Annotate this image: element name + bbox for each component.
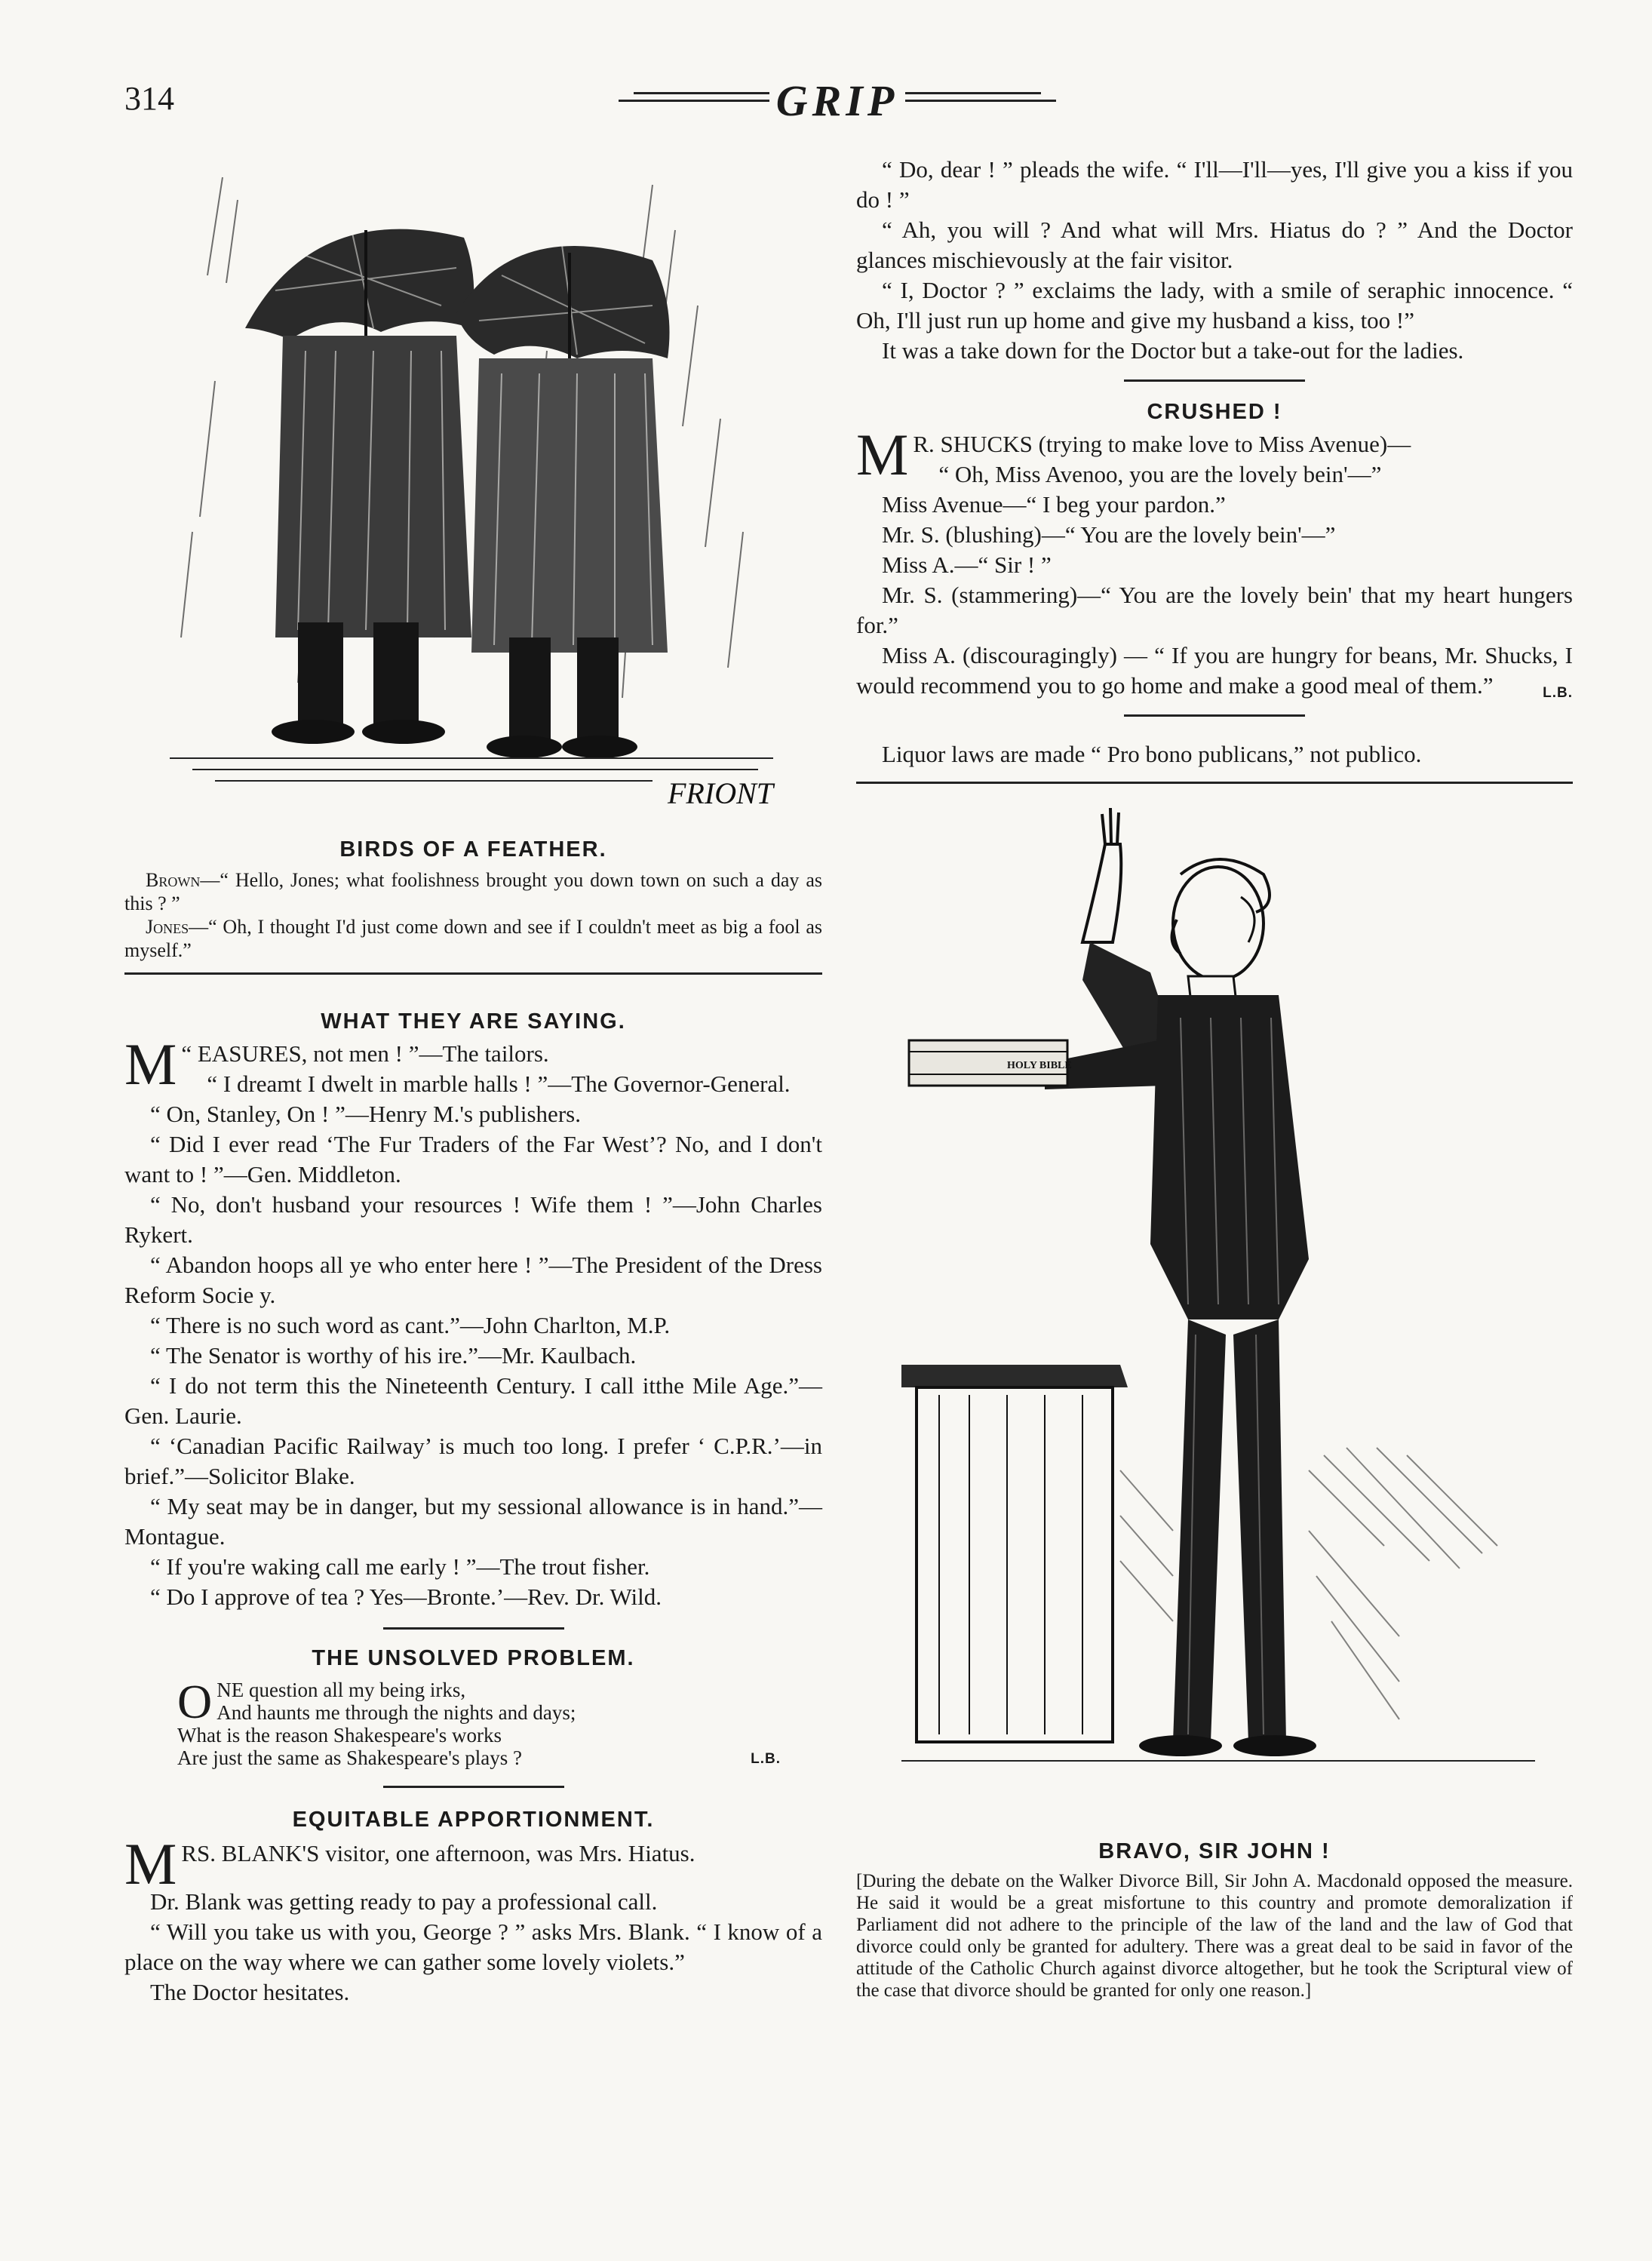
birds-caption-brown — [124, 868, 822, 915]
saying-item: “ If you're waking call me early ! ”—The trout fisher. — [150, 1553, 650, 1580]
masthead — [603, 75, 1071, 125]
birds-of-a-feather-illustration — [124, 155, 822, 826]
bible-label: HOLY BIBLE — [1007, 1060, 1072, 1071]
poem-line — [177, 1746, 781, 1769]
saying-item: “ ‘Canadian Pacific Railway’ is much too long. I prefer ‘ C.P.R.’—in brief.”—Solicitor Blake. — [124, 1433, 822, 1489]
birds-title: BIRDS OF A FEATHER. — [339, 837, 607, 862]
saying-item: “ There is no such word as cant.”—John Charlton, M.P. — [150, 1312, 671, 1338]
poem-line: What is the reason Shakespeare's works — [177, 1724, 502, 1746]
crushed-line: Miss Avenue—“ I beg your pardon.” — [882, 491, 1226, 518]
crushed-section — [856, 400, 1573, 701]
right-column — [856, 155, 1573, 2001]
crushed-first-text: R. SHUCKS (trying to make love to Miss Avenue)— — [913, 431, 1411, 457]
saying-item: “ My seat may be in danger, but my sessional allowance is in hand.”—Montague. — [124, 1493, 822, 1550]
sir-john-caption-block — [856, 1839, 1573, 2001]
section-rule — [383, 1786, 564, 1788]
signature: L.B. — [1543, 685, 1573, 701]
equitable-continued-para: “ I, Doctor ? ” exclaims the lady, with a smile of seraphic innocence. “ Oh, I'll just run up home and give my husband a kiss, too !” — [856, 277, 1573, 333]
sir-john-caption: [During the debate on the Walker Divorce Bill, Sir John A. Macdonald opposed the measure. He said it would be a great misfortune to this country and promote demoralization if Parliament did not adhere to the principle of the law of the land and the law of God that divorce could only be granted for adultery. There was a great deal to be said in favor of the attitude of the Catholic Church against divorce altogether, but he took the Scriptural view of the case that divorce should be granted for only one reason.] — [856, 1871, 1573, 2001]
crushed-line: “ Oh, Miss Avenoo, you are the lovely bein'—” — [938, 461, 1382, 487]
equitable-continued-para: It was a take down for the Doctor but a take-out for the ladies. — [882, 337, 1464, 364]
equitable-section — [124, 1808, 822, 2008]
poem-line-text: Are just the same as Shakespeare's plays ? — [177, 1746, 522, 1769]
saying-item: “ No, don't husband your resources ! Wife them ! ”—John Charles Rykert. — [124, 1191, 822, 1248]
left-column — [124, 155, 822, 2008]
what-they-are-saying-title: WHAT THEY ARE SAYING. — [321, 1009, 626, 1034]
crushed-line — [856, 641, 1573, 701]
poem-line: And haunts me through the nights and days; — [216, 1701, 576, 1724]
brown-line: —“ Hello, Jones; what foolishness brought you down town on such a day as this ? ” — [124, 869, 822, 914]
saying-item: “ Do I approve of tea ? Yes—Bronte.’—Rev. Dr. Wild. — [150, 1584, 662, 1610]
signature: L.B. — [751, 1751, 781, 1767]
crushed-line: Mr. S. (blushing)—“ You are the lovely bein'—” — [882, 521, 1336, 548]
masthead-title: GRIP — [775, 76, 899, 125]
crushed-line: Mr. S. (stammering)—“ You are the lovely bein' that my heart hungers for.” — [856, 582, 1573, 638]
equitable-para: The Doctor hesitates. — [150, 1979, 350, 2005]
section-rule — [1124, 714, 1305, 717]
saying-item: “ I dreamt I dwelt in marble halls ! ”—The Governor-General. — [207, 1071, 791, 1097]
dropcap-m: M — [856, 422, 909, 487]
liquor-line: Liquor laws are made “ Pro bono publicans,” not publico. — [882, 741, 1422, 767]
first-saying-text: EASURES, not men ! ”—The tailors. — [197, 1040, 549, 1067]
speaker-jones: Jones — [146, 916, 189, 938]
equitable-para: “ Will you take us with you, George ? ” asks Mrs. Blank. “ I know of a place on the way where we can gather some lovely violets.” — [124, 1918, 822, 1975]
jones-line: —“ Oh, I thought I'd just come down and see if I couldn't meet as big a fool as myself.” — [124, 916, 822, 961]
bible-book — [909, 1040, 1072, 1086]
page-number: 314 — [124, 80, 174, 117]
saying-item: “ I do not term this the Nineteenth Century. I call itthe Mile Age.”—Gen. Laurie. — [124, 1372, 822, 1429]
section-rule — [383, 1627, 564, 1630]
crushed-line-text: Miss A. (discouragingly) — “ If you are hungry for beans, Mr. Shucks, I would recommend you to go home and make a good meal of them.” — [856, 642, 1573, 699]
sir-john-title: BRAVO, SIR JOHN ! — [1098, 1839, 1331, 1863]
unsolved-problem-title: THE UNSOLVED PROBLEM. — [312, 1646, 635, 1670]
section-rule — [856, 782, 1573, 784]
equitable-continued-para: “ Do, dear ! ” pleads the wife. “ I'll—I'll—yes, I'll give you a kiss if you do ! ” — [856, 156, 1573, 213]
speaker-brown: Brown — [146, 869, 201, 891]
open-quote: “ — [181, 1040, 192, 1067]
poem-line: NE question all my being irks, — [216, 1679, 466, 1701]
equitable-first-text: RS. BLANK'S visitor, one afternoon, was Mrs. Hiatus. — [181, 1840, 695, 1866]
saying-item: “ Abandon hoops all ye who enter here ! ”—The President of the Dress Reform Socie y. — [124, 1252, 822, 1308]
birds-caption-jones — [124, 915, 822, 962]
section-rule — [124, 972, 822, 975]
equitable-title: EQUITABLE APPORTIONMENT. — [292, 1808, 655, 1832]
section-rule — [1124, 379, 1305, 382]
dropcap-m: M — [124, 1031, 177, 1097]
equitable-continued-para: “ Ah, you will ? And what will Mrs. Hiatus do ? ” And the Doctor glances mischievously at the fair visitor. — [856, 217, 1573, 273]
sir-john-illustration — [856, 791, 1573, 1825]
crushed-line: Miss A.—“ Sir ! ” — [882, 551, 1052, 578]
dropcap-o: O — [177, 1675, 213, 1728]
saying-item: “ The Senator is worthy of his ire.”—Mr. Kaulbach. — [150, 1342, 637, 1369]
artist-signature: FRIONT — [668, 776, 773, 810]
saying-item: “ On, Stanley, On ! ”—Henry M.'s publishers. — [150, 1101, 581, 1127]
unsolved-problem-section — [124, 1646, 822, 1769]
poem — [177, 1675, 781, 1769]
what-they-are-saying-section — [124, 1009, 822, 1612]
equitable-para: Dr. Blank was getting ready to pay a professional call. — [150, 1888, 658, 1915]
dropcap-m: M — [124, 1831, 177, 1897]
crushed-title: CRUSHED ! — [1147, 400, 1282, 424]
equitable-first-para — [124, 1831, 822, 1897]
saying-item: “ Did I ever read ‘The Fur Traders of the Far West’? No, and I don't want to ! ”—Gen. Middleton. — [124, 1131, 822, 1187]
